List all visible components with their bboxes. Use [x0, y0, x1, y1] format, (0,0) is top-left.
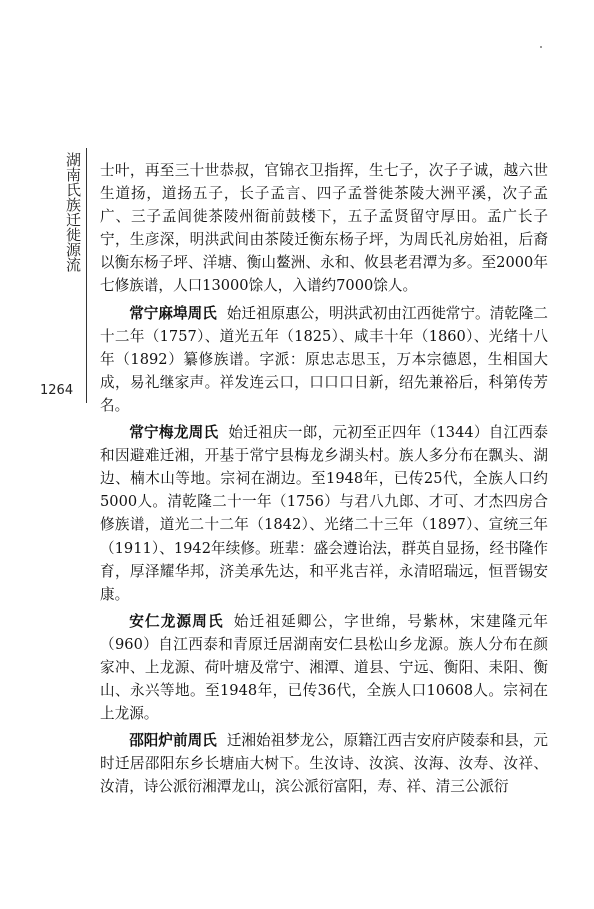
speck-mark	[540, 46, 542, 48]
running-side-title: 湖南氏族迁徙源流	[64, 152, 82, 272]
entry-paragraph	[100, 729, 548, 798]
entry-title: 邵阳炉前周氏	[129, 732, 217, 750]
entry-paragraph	[100, 610, 548, 725]
entry-text: 始迁祖原惠公，明洪武初由江西徙常宁。清乾隆二十二年（1757）、道光五年（1825）、咸丰十年（1860）、光绪十八年（1892）纂修族谱。字派：原忠志思玉，万本宗德恩，生相国大成，易礼继家声。祥发连云口，口口口日新，绍先兼裕后，科第传芳名。	[100, 304, 548, 414]
entry-text: 迁湘始祖梦龙公，原籍江西吉安府庐陵泰和县，元时迁居邵阳东乡长塘庙大树下。生汝诗、汝滨、汝海、汝寿、汝祥、汝清，诗公派衍湘潭龙山，滨公派衍富阳，寿、祥、清三公派衍	[100, 732, 548, 796]
page-number: 1264	[40, 383, 74, 398]
paragraph-text: 士叶，再至三十世恭叔，官锦衣卫指挥，生七子，次子子诚，越六世生道扬，道扬五子，长子孟言、四子孟誉徙茶陵大洲平溪，次子孟广、三子孟闾徙茶陵州衙前鼓楼下，五子孟贤留守厚田。孟广长子宁，生彦深，明洪武间由茶陵迁衡东杨子坪，为周氏礼房始祖，后裔以衡东杨子坪、洋塘、衡山鳌洲、永和、攸县老君潭为多。至2000年七修族谱，人口13000馀人，入谱约7000馀人。	[100, 162, 548, 295]
entry-text: 始迁祖庆一郎，元初至正四年（1344）自江西泰和因避难迁湘，开基于常宁县梅龙乡湖头村。族人多分布在飘头、湖边、楠木山等地。宗祠在湖边。至1948年，已传25代，全族人口约5000人。清乾隆二十一年（1756）与君八九郎、才可、才杰四房合修族谱，道光二十二年（1842）、光绪二十三年（1897）、宣统三年（1911）、1942年续修。班辈：盛会遵诒法，群英自显扬，经书隆作育，厚泽耀华邦，济美承先达，和平兆吉祥，永清昭瑞远，恒晋锡安康。	[100, 424, 548, 603]
main-text-body	[100, 159, 548, 799]
entry-text: 始迁祖延卿公，字世绵，号紫林，宋建隆元年（960）自江西泰和青原迁居湖南安仁县松山乡龙源。族人分布在颜家冲、上龙源、荷叶塘及常宁、湘潭、道县、宁远、衡阳、耒阳、衡山、永兴等地。至1948年，已传36代，全族人口10608人。宗祠在上龙源。	[100, 612, 548, 723]
entry-paragraph	[100, 421, 548, 606]
side-rule-divider	[86, 148, 87, 403]
entry-paragraph	[100, 302, 548, 417]
entry-title: 常宁麻埠周氏	[129, 304, 217, 322]
entry-title: 常宁梅龙周氏	[129, 424, 219, 442]
paragraph-continuation	[100, 159, 548, 298]
entry-title: 安仁龙源周氏	[129, 612, 224, 630]
